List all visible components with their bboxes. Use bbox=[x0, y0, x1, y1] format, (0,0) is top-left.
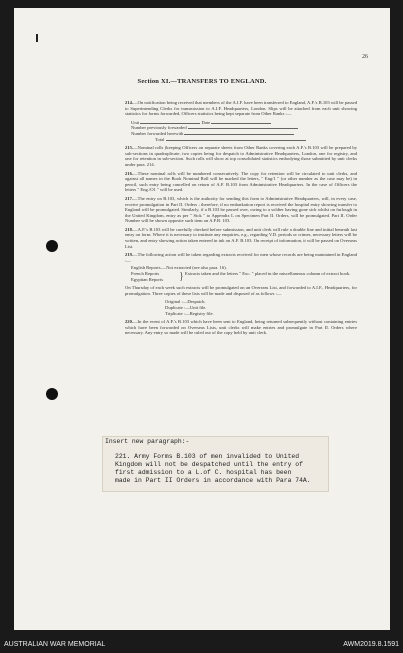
insert-text: 221. Army Forms B.103 of men invalided to United Kingdom will not be despatched until the entry of first admission to a L.of C. hospital has been made in Part II Orders in accordance with Para 74A. bbox=[115, 453, 311, 484]
paragraph-215: 215.—Nominal rolls (keeping Officers on separate sheets from Other Ranks covering each A.F.'s B.103 will be prepared by sub-sections in quadruplicate, two copies being for despatch to Administrative Headquarters, London, one for registry, and one for retention in sub-section. Such rolls will show at top consolidated statistics embodying those submitted by unit clerks under para. 214. bbox=[125, 145, 357, 167]
french-egyptian-reports: French Reports Egyptian Reports } Extracts taken and the letters " Exc. " placed in the miscellaneous column of extract book. bbox=[131, 271, 351, 283]
page-number: 26 bbox=[362, 54, 368, 60]
paragraph-217: 217.—The entry on B.103, which is the authority for sending this form to Administrative Headquarters, will, in every case, receive promulgation in Part II. Orders ; therefore, if no embarkation report is received the hospital entry showing transfer to England will be promulgated. Similarly, if a B.103 be passed over, owing to a soldier having gone sick whilst on furlough in the United Kingdom, entry as per " Sick " to Appendix L on Specimen Part II. Orders, will be promulgated. Part II. Order Number will be shown opposite such item on A.F.B. 103. bbox=[125, 195, 357, 224]
section-heading: Section XI.—TRANSFERS TO ENGLAND. bbox=[137, 78, 267, 85]
document-body bbox=[117, 100, 357, 339]
statistics-form bbox=[117, 120, 357, 142]
form-field-previous: Number previously forwarded bbox=[131, 125, 357, 131]
paragraph-220: 220.—In the event of A.F.'s B.103 which have been sent to England, being returned subsequently without containing entries which have been forwarded on Overseas Lists, unit clerks will make entries and promulgate in Part II. Orders where necessary. Any entry so made will be ruled out of the copy held by unit clerk. bbox=[125, 319, 357, 336]
typed-insert-slip bbox=[102, 436, 329, 492]
reports-list bbox=[117, 265, 357, 282]
pen-mark bbox=[36, 34, 38, 42]
form-field-total: Total bbox=[131, 137, 357, 143]
thursday-note: On Thursday of each week such extracts will be promulgated on an Overseas List, and forwarded to A.I.F., Headquarters, for promulgation. Three copies of these lists will be made and disposed of as follows :— bbox=[125, 285, 357, 296]
punch-hole bbox=[46, 388, 58, 400]
english-reports: English Reports.—Not extracted (see also para. 16). bbox=[131, 265, 227, 271]
paragraph-216: 216.—These nominal rolls will be numbered consecutively. The copy for retention will be circulated to unit clerks, and against all names in the Book Nominal Roll will be marked the letters, " Eng/1 " (or other number as the case may be) in pencil, such entry being cancelled on return of A.F. B.103 from Administrative Headquarters. In the case of Officers the letters " Eng./O1 " will be used. bbox=[125, 170, 357, 193]
paragraph-218: 218.—A.F.'s B.103 will be carefully checked before submission, and unit clerk will rule a double line and initial beneath last entry on form. Where it is necessary to institute any enquiries, e.g., regarding V.D. periods or crimes, necessary letters will be written, and entry showing action taken entered in ink on A.F. B.103. On receipt of information, it will be passed on Overseas List. bbox=[125, 226, 357, 249]
footer-bar bbox=[0, 638, 403, 653]
form-field-unit: Unit Date bbox=[131, 120, 357, 126]
footer-institution: AUSTRALIAN WAR MEMORIAL bbox=[4, 641, 106, 648]
insert-header: Insert new paragraph:- bbox=[105, 438, 190, 445]
punch-hole bbox=[46, 240, 58, 252]
form-field-herewith: Number forwarded herewith bbox=[131, 131, 357, 137]
copies-list: Original :—Despatch. Duplicate :—Unit file. Triplicate :—Registry file. bbox=[165, 299, 214, 316]
footer-accession-number: AWM2019.8.1591 bbox=[343, 641, 399, 648]
paragraph-214: 214.—On notification being received that members of the A.I.F. have been transferred to England, A.F.'s B.103 will be passed to Superintending Clerks for transmission to A.I.F. Headquarters, London. Slips will be attached from each unit showing statistics for forms forwarded, Officers statistics being kept separate from Other Ranks :— bbox=[125, 100, 357, 117]
paragraph-219: 219.—The following action will be taken regarding extracts received for men whose records are being maintained in England :— bbox=[125, 252, 357, 263]
document-page bbox=[14, 8, 390, 630]
